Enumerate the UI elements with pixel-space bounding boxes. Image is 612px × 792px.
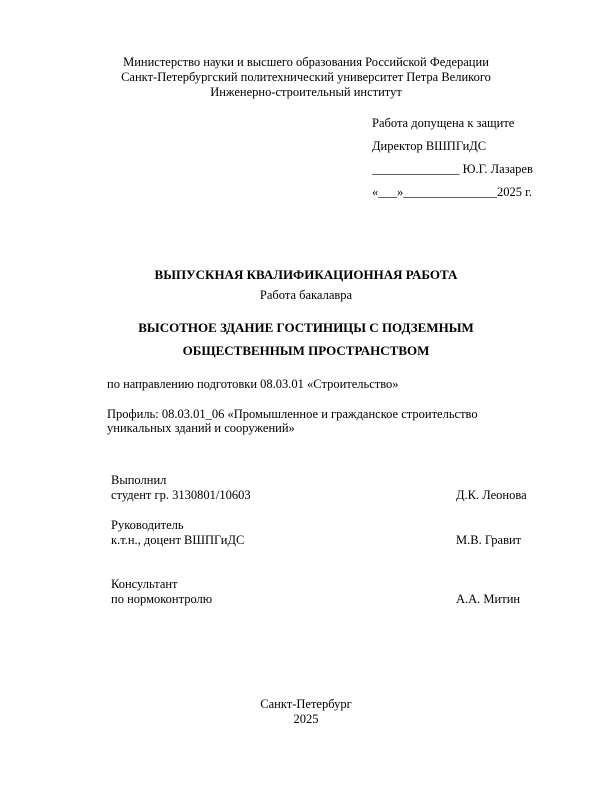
footer-year: 2025 [293, 712, 319, 726]
direction-text: по направлению подготовки 08.03.01 «Строительство» [107, 377, 399, 391]
signature-name: Д.К. Леонова [456, 488, 527, 502]
director-title: Директор ВШПГиДС [372, 139, 487, 153]
profile-line-2: уникальных зданий и сооружений» [107, 421, 295, 435]
admitted-to-defense: Работа допущена к защите [372, 116, 515, 130]
signature-name: А.А. Митин [456, 592, 521, 606]
director-signature-line: ______________ Ю.Г. Лазарев [372, 162, 533, 176]
topic-line-1: ВЫСОТНОЕ ЗДАНИЕ ГОСТИНИЦЫ С ПОДЗЕМНЫМ [138, 320, 474, 335]
signature-role: Выполнил [111, 473, 167, 487]
work-type-title: ВЫПУСКНАЯ КВАЛИФИКАЦИОННАЯ РАБОТА [154, 267, 458, 282]
signature-name: М.В. Гравит [456, 533, 522, 547]
signature-role: Руководитель [111, 518, 184, 532]
approval-date-line: «___»_______________2025 г. [372, 185, 532, 199]
signature-position: к.т.н., доцент ВШПГиДС [111, 533, 245, 547]
signature-role: Консультант [111, 577, 178, 591]
signature-position: студент гр. 3130801/10603 [111, 488, 251, 502]
signature-position: по нормоконтролю [111, 592, 213, 606]
topic-line-2: ОБЩЕСТВЕННЫМ ПРОСТРАНСТВОМ [182, 343, 430, 358]
profile-line-1: Профиль: 08.03.01_06 «Промышленное и гражданское строительство [107, 407, 478, 421]
university-name: Санкт-Петербургский политехнический университет Петра Великого [121, 70, 491, 84]
institute-name: Инженерно-строительный институт [210, 85, 402, 99]
ministry-name: Министерство науки и высшего образования Российской Федерации [123, 55, 489, 69]
degree-label: Работа бакалавра [259, 288, 353, 302]
footer-city: Санкт-Петербург [260, 697, 352, 711]
